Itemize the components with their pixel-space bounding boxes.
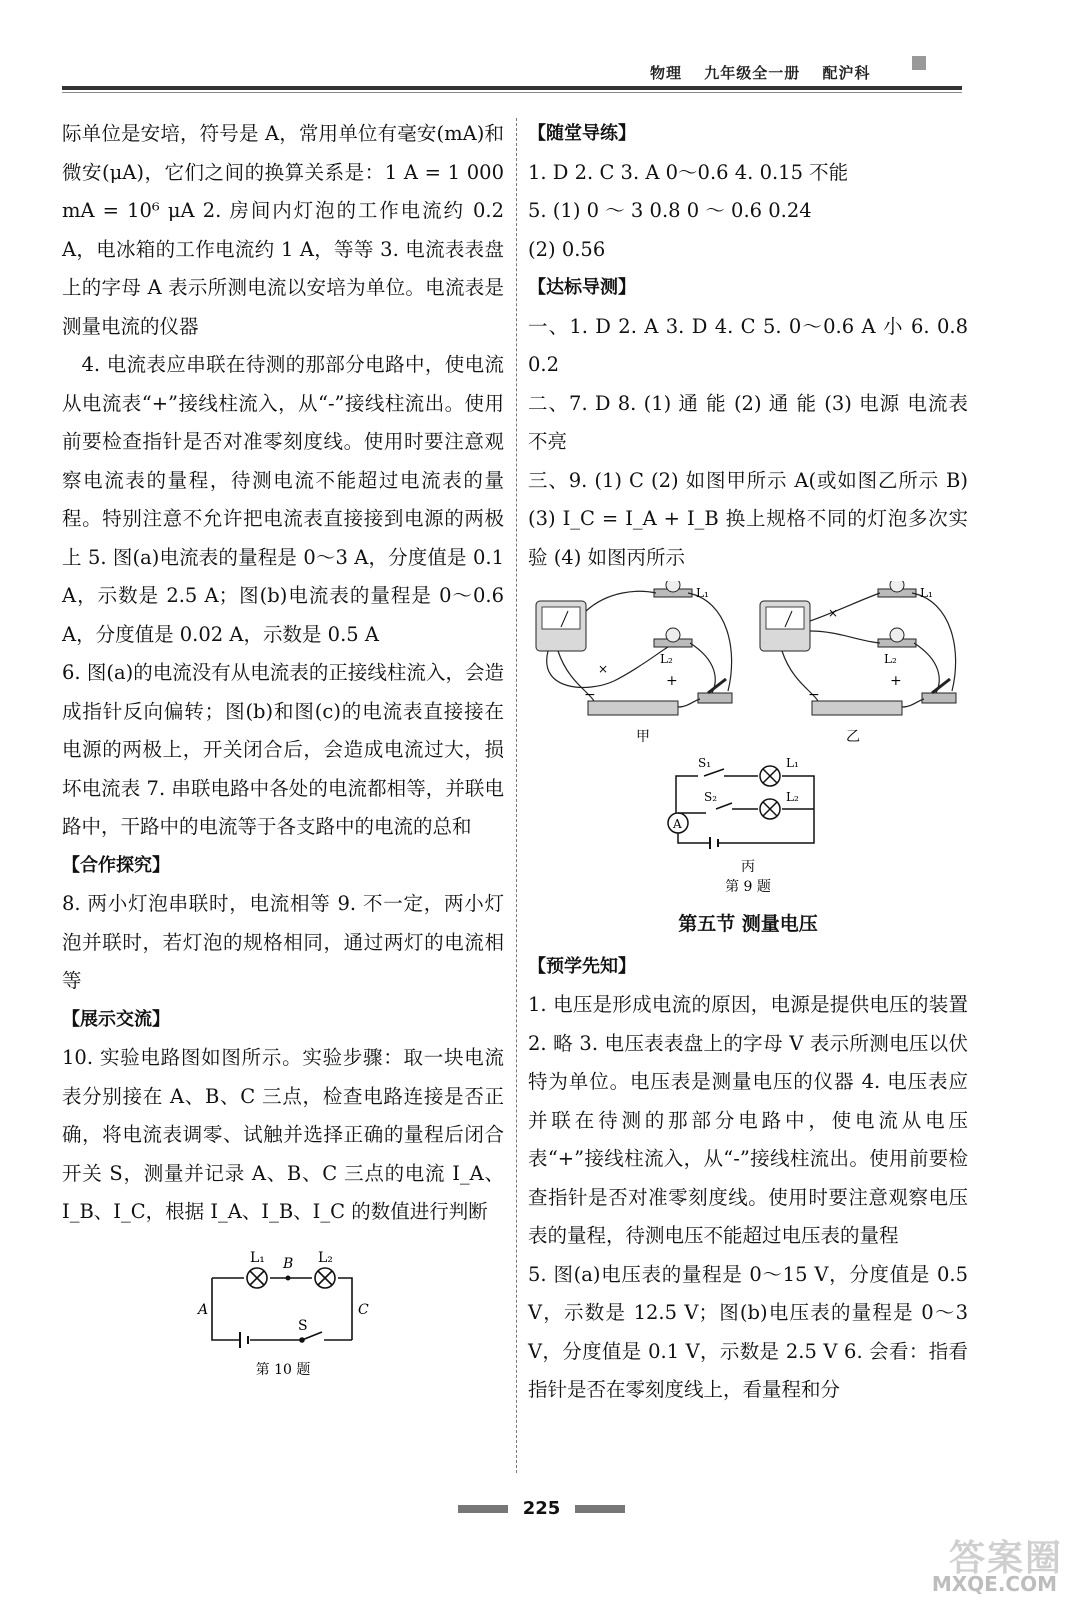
footer-bar-left [458,1505,508,1513]
fig10-L2-label: L₂ [318,1249,333,1266]
right-line-1a: 1. D 2. C 3. A 0～0.6 4. 0.15 不能 [528,160,849,184]
header-rule-thin [62,92,962,93]
bing-L2-label: L₂ [786,790,799,804]
page-number: 225 [522,1498,561,1519]
bing-L1-label: L₁ [786,756,799,770]
bing-label: 丙 [741,859,755,875]
section-title: 第五节 测量电压 [678,913,818,935]
figure-9 [528,581,968,901]
battery-icon [240,1332,248,1348]
bing-A-label: A [673,817,682,831]
figure-10-circuit [62,1238,504,1388]
jia-plus-label: + [666,673,678,689]
yi-label: 乙 [846,729,860,745]
right-line-1b: 5. (1) 0 ～ 3 0.8 0 ～ 0.6 0.24 [528,199,812,222]
header-square-icon [912,56,926,70]
right-paragraph-4: 三、9. (1) C (2) 如图甲所示 A(或如图乙所示 B) (3) I_C = I_A + I_B 换上规格不同的灯泡多次实验 (4) 如图丙所示 [528,468,968,569]
right-paragraph-6: 5. 图(a)电压表的量程是 0～15 V，分度值是 0.5 V，示数是 12.5 V；图(b)电压表的量程是 0～3 V，分度值是 0.1 V，示数是 2.5 V 6. 会看：指看指针是否在零刻度线上，看量程和分 [528,1262,968,1401]
battery-jia-icon [588,701,678,715]
bulb-l1-yi-icon [890,581,904,592]
fig10-B-label: B [283,1255,294,1272]
right-line-1c: (2) 0.56 [528,237,606,261]
left-paragraph-2: 4. 电流表应串联在待测的那部分电路中，使电流从电流表“+”接线柱流入，从“-”接线柱流出。使用前要检查指针是否对准零刻度线。使用时要注意观察电流表的量程，待测电流不能超过电流表的量程。特别注意不允许把电流表直接接到电源的两极上 5. 图(a)电流表的量程是 0～3 A，分度值是 0.1 A，示数是 2.5 A；图(b)电流表的量程是 0～0.6 A，分度值是 0.02 A，示数是 0.5 A [62,353,504,646]
yi-L2-label: L₂ [884,652,897,666]
yi-plus-label: + [890,673,902,689]
cross-jia-label: × [598,662,609,676]
jia-L1-label: L₁ [696,586,709,600]
footer-bar-right [575,1505,625,1513]
jia-L2-label: L₂ [660,652,673,666]
right-paragraph-3: 二、7. D 8. (1) 通 能 (2) 通 能 (3) 电源 电流表 不亮 [528,391,968,453]
page-footer [0,1498,1083,1519]
switch-yi-icon [922,693,956,703]
column-divider [516,118,517,1473]
left-column [62,115,504,1388]
bulb-l2-yi-icon [890,628,904,642]
heading-yuxue: 【预学先知】 [528,955,636,977]
yi-L1-label: L₁ [920,586,933,600]
cross-yi-label: × [828,606,839,620]
jia-minus-label: − [584,687,596,703]
heading-dabiao: 【达标导测】 [528,277,636,298]
watermark-url: MXQE.COM [931,1572,1057,1596]
heading-hezuo: 【合作探究】 [62,854,170,876]
bing-S1-label: S₁ [698,756,712,770]
bing-S2-label: S₂ [704,790,718,804]
fig10-A-label: A [198,1301,209,1318]
watermark-logo: 答案圈 [948,1538,1063,1579]
fig10-C-label: C [358,1301,369,1318]
fig10-caption: 第 10 题 [255,1361,311,1378]
yi-minus-label: − [808,687,820,703]
header-subject: 物理 [650,64,683,82]
header-edition: 配沪科 [822,64,871,82]
header-rule [62,86,962,90]
right-paragraph-5: 1. 电压是形成电流的原因，电源是提供电压的装置 2. 略 3. 电压表表盘上的字母 V 表示所测电压以伏特为单位。电压表是测量电压的仪器 4. 电压表应并联在待测的那部分电路中，使电流从电压表“+”接线柱流入，从“-”接线柱流出。使用前要检查指针是否对准零刻度线。使用时要注意观察电压表的量程，待测电压不能超过电压表的量程 [528,993,968,1247]
fig9-bing-diagram [668,766,814,849]
left-paragraph-5: 10. 实验电路图如图所示。实验步骤：取一块电流表分别接在 A、B、C 三点，检查电路连接是否正确，将电流表调零、试触并选择正确的量程后闭合开关 S，测量并记录 A、B、C 三点的电流 I_A、I_B、I_C，根据 I_A、I_B、I_C 的数值进行判断 [62,1046,504,1223]
header-text [650,62,887,83]
battery-bing-icon [710,837,718,849]
bulb-l2-jia-icon [666,628,680,642]
fig10-S-label: S [298,1317,308,1334]
fig9-jia-diagram [536,581,732,745]
battery-yi-icon [812,701,902,715]
right-column [528,115,968,1410]
switch-jia-icon [698,693,732,703]
fig10-L1-label: L₁ [250,1249,265,1266]
jia-label: 甲 [636,729,650,745]
fig9-caption: 第 9 题 [725,879,771,895]
page-header [0,0,1083,110]
left-paragraph-1: 际单位是安培，符号是 A，常用单位有毫安(mA)和微安(μA)，它们之间的换算关系是：1 A = 1 000 mA = 10⁶ μA 2. 房间内灯泡的工作电流约 0.2 A，电冰箱的工作电流约 1 A，等等 3. 电流表表盘上的字母 A 表示所测电流以安培为单位。电流表是测量电流的仪器 [62,122,504,338]
heading-suitang: 【随堂导练】 [528,123,636,144]
fig9-yi-diagram [760,581,956,745]
header-grade: 九年级全一册 [704,64,801,82]
left-paragraph-4: 8. 两小灯泡串联时，电流相等 9. 不一定，两小灯泡并联时，若灯泡的规格相同，通过两灯的电流相等 [62,892,504,992]
bulb-l1-jia-icon [666,581,680,592]
heading-zhanshi: 【展示交流】 [62,1008,170,1030]
right-paragraph-2: 一、1. D 2. A 3. D 4. C 5. 0～0.6 A 小 6. 0.8 0.2 [528,314,968,376]
left-paragraph-3: 6. 图(a)的电流没有从电流表的正接线柱流入，会造成指针反向偏转；图(b)和图(c)的电流表直接接在电源的两极上，开关闭合后，会造成电流过大，损坏电流表 7. 串联电路中各处的电流都相等，并联电路中，干路中的电流等于各支路中的电流的总和 [62,661,504,838]
